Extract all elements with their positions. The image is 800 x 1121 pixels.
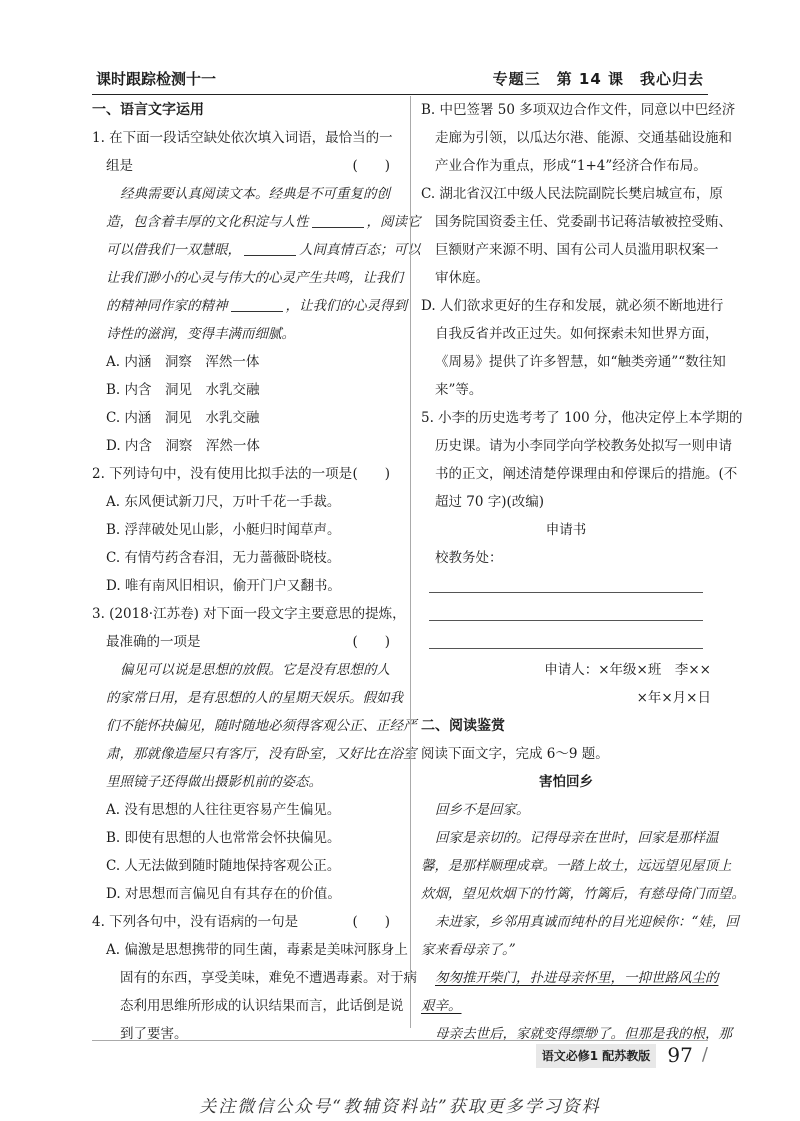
text-line [421, 264, 711, 292]
answer-parentheses: ( ) [352, 634, 390, 650]
text-content: 1. 在下面一段话空缺处依次填入词语，最恰当的一 [92, 130, 393, 146]
text-content: 害怕回乡 [539, 774, 593, 790]
text-line [421, 880, 745, 908]
section-heading [421, 712, 711, 740]
text-line [92, 712, 417, 740]
text-line [421, 740, 711, 768]
section-heading [92, 96, 402, 124]
text-line [92, 1020, 402, 1048]
text-content: A. 内涵 洞察 浑然一体 [106, 354, 260, 370]
text-content: 母亲去世后，家就变得缥缈了。但那是我的根，那 [435, 1026, 732, 1042]
text-content: C. 湖北省汉江中级人民法院副院长樊启城宣布，原 [421, 186, 723, 202]
text-line [92, 908, 402, 936]
text-line [421, 236, 719, 264]
text-content: 申请人：×年级×班 李×× [544, 662, 711, 678]
text-content: 2. 下列诗句中，没有使用比拟手法的一项是 [92, 466, 353, 482]
text-content: 阅读下面文字，完成 6～9 题。 [421, 746, 609, 762]
text-line [421, 376, 711, 404]
text-content: D. 唯有南风旧相识，偷开门户又翻书。 [106, 578, 341, 594]
text-line [421, 152, 711, 180]
page-header [92, 68, 708, 95]
text-line [92, 460, 402, 488]
text-line [92, 656, 402, 684]
text-segment: 可以借我们一双慧眼， [106, 242, 241, 258]
text-line [421, 768, 711, 796]
text-line [92, 572, 402, 600]
text-content: B. 即使有思想的人也常常会怀抉偏见。 [106, 830, 341, 846]
right-column [421, 96, 745, 1048]
column-divider [410, 96, 411, 1028]
text-line [92, 600, 406, 628]
text-line [92, 292, 407, 320]
text-line [421, 348, 726, 376]
text-content: 巨额财产来源不明、国有公司人员滥用职权案一 [435, 242, 719, 258]
text-content: D. 内含 洞察 浑然一体 [106, 438, 260, 454]
text-line [421, 124, 732, 152]
text-line [92, 320, 402, 348]
text-line [421, 908, 739, 936]
text-content: C. 有情芍药含春泪，无力蔷薇卧晓枝。 [106, 550, 341, 566]
promo-banner: 关注微信公众号“教辅资料站”获取更多学习资料 [199, 1097, 601, 1117]
text-content: D. 人们欲求更好的生存和发展，就必须不断地进行 [421, 298, 724, 314]
text-line [92, 852, 402, 880]
text-content: 国务院国资委主任、党委副书记蒋洁敏被控受贿、 [435, 214, 732, 230]
text-content: D. 对思想而言偏见自有其存在的价值。 [106, 886, 341, 902]
text-line [92, 684, 402, 712]
header-lesson: 专题三 第 14 课 我心归去 [492, 70, 704, 88]
text-line [92, 264, 402, 292]
text-content: 审休庭。 [435, 270, 489, 286]
text-content: 馨，是那样顺理成章。一踏上故土，远远望见屋顶上 [421, 858, 732, 874]
text-content: 炊烟，望见炊烟下的竹篱，竹篱后，有慈母倚门而望。 [421, 886, 745, 902]
answer-parentheses: ( ) [352, 158, 390, 174]
text-line [421, 796, 711, 824]
text-content: B. 中巴签署 50 多项双边合作文件，同意以中巴经济 [421, 102, 736, 118]
text-content: 组是 [106, 158, 133, 174]
text-content: 超过 70 字)(改编) [435, 494, 545, 510]
text-line [421, 516, 711, 544]
text-content: 未进家，乡邻用真诚而纯朴的目光迎候你：“娃，回 [435, 914, 739, 930]
text-line [92, 628, 402, 656]
answer-line [421, 628, 711, 656]
text-content: 的家常日用，是有思想的人的星期天娱乐。假如我 [106, 690, 403, 706]
text-line [92, 964, 417, 992]
text-content: 里照镜子还得做出摄影机前的姿态。 [106, 774, 322, 790]
text-content: A. 偏激是思想携带的同生菌，毒素是美味河豚身上 [106, 942, 408, 958]
text-content: 回乡不是回家。 [435, 802, 530, 818]
text-line [92, 824, 402, 852]
text-line [92, 432, 402, 460]
fill-blank [231, 295, 283, 312]
answer-parentheses: ( ) [352, 914, 390, 930]
text-segment: 造，包含着丰厚的文化积淀与人性 [106, 214, 309, 230]
text-segment: ，阅读它 [366, 214, 421, 230]
text-line [421, 936, 711, 964]
text-content: 一、语言文字运用 [92, 102, 204, 118]
text-segment: 人间真情百态；可以 [299, 242, 421, 258]
text-content: 肃，那就像造屋只有客厅，没有卧室，又好比在浴室 [106, 746, 417, 762]
text-content: 来”等。 [435, 382, 483, 398]
text-content: 历史课。请为小李同学向学校教务处拟写一则申请 [435, 438, 732, 454]
book-label: 语文必修1 配苏教版 [536, 1044, 657, 1068]
text-line [421, 292, 724, 320]
text-content: 偏见可以说是思想的放假。它是没有思想的人 [120, 662, 390, 678]
text-content: 申请书 [545, 522, 587, 538]
text-line [421, 964, 719, 992]
text-line [421, 208, 732, 236]
text-line [92, 516, 402, 544]
text-line [421, 544, 711, 572]
answer-parentheses: ( ) [352, 466, 390, 482]
text-content: 5. 小李的历史选考考了 100 分，他决定停上本学期的 [421, 410, 743, 426]
text-content: 匆匆推开柴门，扑进母亲怀里，一抑世路风尘的 [435, 970, 719, 986]
text-line [92, 376, 402, 404]
answer-line [421, 600, 711, 628]
fill-blank [312, 211, 364, 228]
text-line [92, 348, 402, 376]
text-line [92, 152, 402, 180]
text-line [421, 404, 743, 432]
answer-line [421, 572, 711, 600]
text-line [92, 796, 402, 824]
text-line [92, 124, 402, 152]
text-line [92, 992, 402, 1020]
fill-blank [244, 239, 296, 256]
text-content: 让我们渺小的心灵与伟大的心灵产生共鸣，让我们 [106, 270, 403, 286]
text-line [421, 460, 738, 488]
text-content: 二、阅读鉴赏 [421, 718, 505, 734]
text-content: 产业合作为重点，形成“1+4”经济合作布局。 [435, 158, 707, 174]
text-content: 4. 下列各句中，没有语病的一句是 [92, 914, 299, 930]
text-line [421, 684, 711, 712]
text-line [92, 236, 421, 264]
text-line [92, 404, 402, 432]
text-content: 诗性的滋润，变得丰满而细腻。 [106, 326, 295, 342]
text-content: A. 东风便试新刀尺，万叶千花一手裁。 [106, 494, 341, 510]
text-content: 书的正文，阐述清楚停课理由和停课后的措施。(不 [435, 466, 738, 482]
text-content: C. 人无法做到随时随地保持客观公正。 [106, 858, 341, 874]
page-number: 97 [667, 1043, 693, 1067]
text-line [92, 488, 402, 516]
text-segment: ，让我们的心灵得到 [285, 298, 407, 314]
text-line [92, 544, 402, 572]
text-content: ×年×月×日 [636, 690, 711, 706]
slash-mark: / [701, 1044, 708, 1065]
text-line [92, 180, 402, 208]
text-content: 校教务处： [435, 550, 503, 566]
text-line [421, 96, 736, 124]
text-content: A. 没有思想的人往往更容易产生偏见。 [106, 802, 341, 818]
text-content: 固有的东西，享受美味，难免不遭遇毒素。对于病 [120, 970, 417, 986]
text-line [421, 656, 711, 684]
text-content: 回家是亲切的。记得母亲在世时，回家是那样温 [435, 830, 719, 846]
page-footer [536, 1043, 708, 1067]
text-content: B. 浮萍破处见山影，小艇归时闻草声。 [106, 522, 341, 538]
text-content: B. 内含 洞见 水乳交融 [106, 382, 260, 398]
text-content: 自我反省并改正过失。如何探索未知世界方面， [435, 326, 719, 342]
text-content: C. 内涵 洞见 水乳交融 [106, 410, 260, 426]
text-content: 到了要害。 [120, 1026, 188, 1042]
text-line [92, 936, 408, 964]
text-content: 们不能怀抉偏见，随时随地必须得客观公正、正经严 [106, 718, 417, 734]
text-content: 艰辛。 [421, 998, 462, 1014]
text-content: 3. (2018·江苏卷) 对下面一段文字主要意思的提炼， [92, 606, 406, 622]
text-line [421, 852, 732, 880]
text-line [421, 824, 719, 852]
text-line [421, 180, 723, 208]
text-line [92, 880, 402, 908]
text-line [421, 320, 719, 348]
text-line [421, 432, 732, 460]
text-content: 经典需要认真阅读文本。经典是不可重复的创 [120, 186, 390, 202]
text-content: 态利用思维所形成的认识结果而言，此话倒是说 [120, 998, 404, 1014]
text-line [92, 208, 421, 236]
footer-rule [92, 1040, 708, 1041]
text-line [92, 740, 417, 768]
text-content: 《周易》提供了许多智慧，如“触类旁通”“数往知 [435, 354, 726, 370]
text-line [421, 488, 711, 516]
text-line [421, 992, 711, 1020]
header-title: 课时跟踪检测十一 [96, 70, 217, 88]
text-content: 家来看母亲了。” [421, 942, 516, 958]
text-content: 最准确的一项是 [106, 634, 201, 650]
text-segment: 的精神同作家的精神 [106, 298, 228, 314]
left-column [92, 96, 421, 1048]
text-content: 走廊为引领，以瓜达尔港、能源、交通基础设施和 [435, 130, 732, 146]
text-line [92, 768, 402, 796]
